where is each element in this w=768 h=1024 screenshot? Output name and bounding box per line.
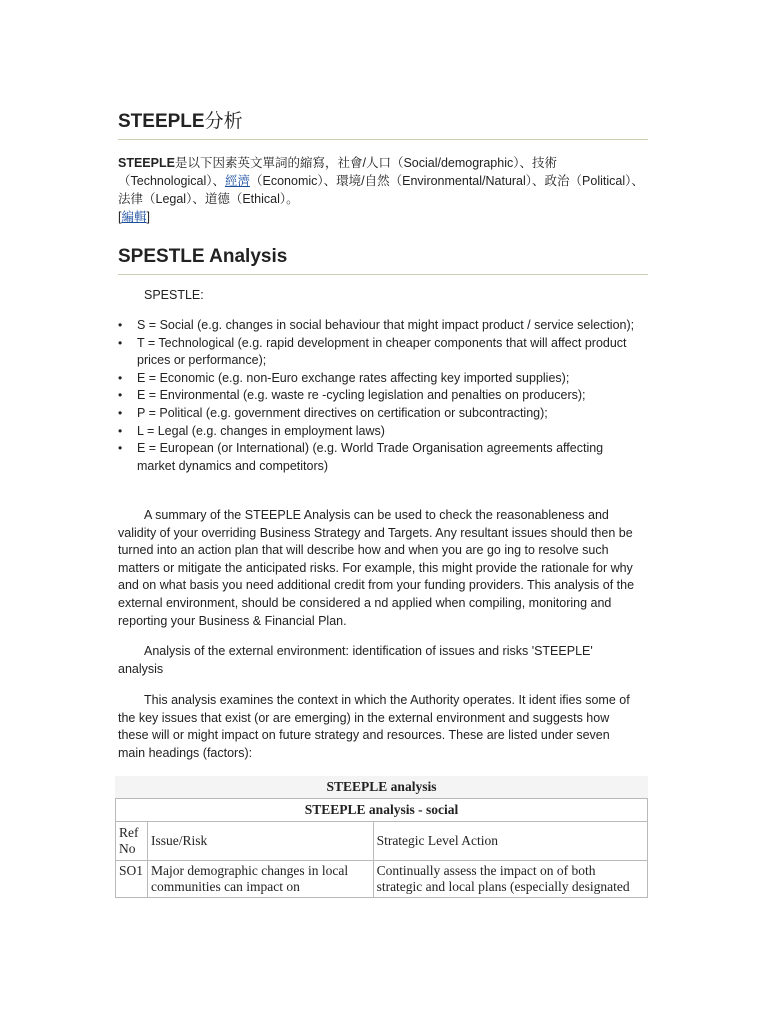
cell-ref: SO1	[116, 861, 148, 898]
cell-issue: Major demographic changes in local communities can impact on	[147, 861, 373, 898]
edit-bracket-open: [	[118, 210, 122, 224]
col-header-issue: Issue/Risk	[147, 822, 373, 861]
steeple-intro-paragraph	[118, 154, 648, 226]
edit-link[interactable]: 編輯	[121, 210, 147, 224]
table-title: STEEPLE analysis	[115, 776, 648, 798]
table-subtitle: STEEPLE analysis - social	[116, 799, 648, 822]
examines-paragraph: This analysis examines the context in which the Authority operates. It ident ifies some of the key issues that exist (or are emerging) in the external environment and suggests how these will or might impact on future strategy and resources. These are listed under seven main headings (factors):	[118, 693, 630, 760]
heading-steeple	[118, 106, 648, 140]
factor-list	[118, 317, 642, 475]
factor-economic: • E = Economic (e.g. non-Euro exchange rates affecting key imported supplies);	[137, 370, 642, 388]
factor-european: • E = European (or International) (e.g. World Trade Organisation agreements affecting market dynamics and competitors)	[137, 440, 642, 475]
heading-steeple-cjk: 分析	[204, 111, 243, 132]
steeple-table	[115, 798, 648, 898]
col-header-ref: Ref No	[116, 822, 148, 861]
spestle-label: SPESTLE:	[144, 288, 204, 302]
table-row	[116, 861, 648, 898]
intro-text-1: 是以下因素英文單詞的縮寫，社會/人口（Social/demographic）、技術（Technological）、	[118, 156, 557, 188]
factor-political: • P = Political (e.g. government directives on certification or subcontracting);	[137, 405, 642, 423]
heading-spestle: SPESTLE Analysis	[118, 246, 648, 275]
edit-bracket-close: ]	[146, 210, 150, 224]
factor-legal: • L = Legal (e.g. changes in employment laws)	[137, 423, 642, 441]
intro-lead: STEEPLE	[118, 156, 175, 170]
summary-paragraph: A summary of the STEEPLE Analysis can be used to check the reasonableness and validity of your overriding Business Strategy and Targets. Any resultant issues should then be turned into an action plan that will describe how and when you are go ing to resolve such matters or mitigate the anticipated risks. For example, this might provide the rationale for why and on what basis you need additional credit from your funding providers. This analysis of the external environment, should be considered a nd applied when compiling, monitoring and reporting your Business & Financial Plan.	[118, 508, 635, 628]
economy-link[interactable]: 經濟	[225, 174, 251, 188]
steeple-table-container	[115, 776, 648, 898]
analysis-intro-paragraph: Analysis of the external environment: identification of issues and risks 'STEEPLE' analysis	[118, 644, 593, 676]
heading-steeple-latin: STEEPLE	[118, 111, 205, 132]
factor-technological: • T = Technological (e.g. rapid development in cheaper components that will affect product prices or performance);	[137, 335, 642, 370]
table-header-row	[116, 822, 648, 861]
intro-text-2: （Economic）、環境/自然（Environmental/Natural）、政治（Political）、法律（Legal）、道德（Ethical）。	[118, 174, 644, 206]
factor-environmental: • E = Environmental (e.g. waste re -cycling legislation and penalties on producers);	[137, 387, 642, 405]
factor-social: • S = Social (e.g. changes in social behaviour that might impact product / service selection);	[137, 317, 642, 335]
col-header-action: Strategic Level Action	[373, 822, 647, 861]
table-subtitle-row	[116, 799, 648, 822]
cell-action: Continually assess the impact on of both strategic and local plans (especially designated	[373, 861, 647, 898]
